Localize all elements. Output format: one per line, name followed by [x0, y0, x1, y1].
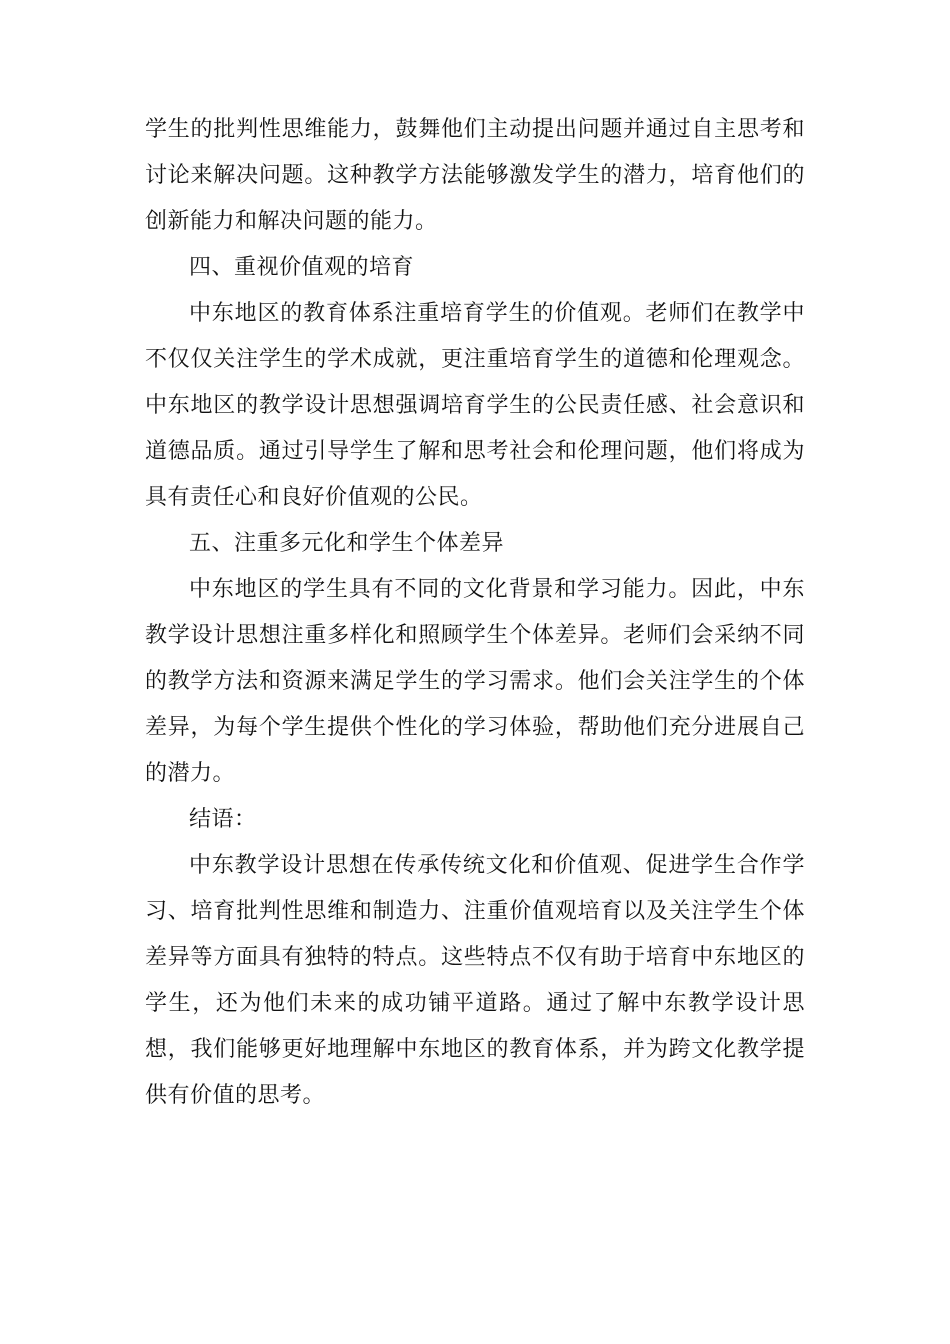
- section-heading-diversity: 五、注重多元化和学生个体差异: [189, 531, 505, 556]
- diversity-paragraph: 中东地区的学生具有不同的文化背景和学习能力。因此，中东教学设计思想注重多样化和照顾学生个体差异。老师们会采纳不同的教学方法和资源来满足学生的学习需求。他们会关注学生的个体差异，为每个学生提供个性化的学习体验，帮助他们充分进展自己的潜力。: [145, 577, 805, 786]
- document-page: [145, 107, 805, 1119]
- conclusion-paragraph: 中东教学设计思想在传承传统文化和价值观、促进学生合作学习、培育批判性思维和制造力、注重价值观培育以及关注学生个体差异等方面具有独特的特点。这些特点不仅有助于培育中东地区的学生，还为他们未来的成功铺平道路。通过了解中东教学设计思想，我们能够更好地理解中东地区的教育体系，并为跨文化教学提供有价值的思考。: [145, 853, 805, 1108]
- continuation-paragraph: 学生的批判性思维能力，鼓舞他们主动提出问题并通过自主思考和讨论来解决问题。这种教学方法能够激发学生的潜力，培育他们的创新能力和解决问题的能力。: [145, 117, 805, 234]
- section-heading-values: 四、重视价值观的培育: [189, 255, 415, 280]
- section-heading-conclusion: 结语：: [189, 807, 257, 832]
- values-paragraph: 中东地区的教育体系注重培育学生的价值观。老师们在教学中不仅仅关注学生的学术成就，更注重培育学生的道德和伦理观念。中东地区的教学设计思想强调培育学生的公民责任感、社会意识和道德品质。通过引导学生了解和思考社会和伦理问题，他们将成为具有责任心和良好价值观的公民。: [145, 301, 805, 510]
